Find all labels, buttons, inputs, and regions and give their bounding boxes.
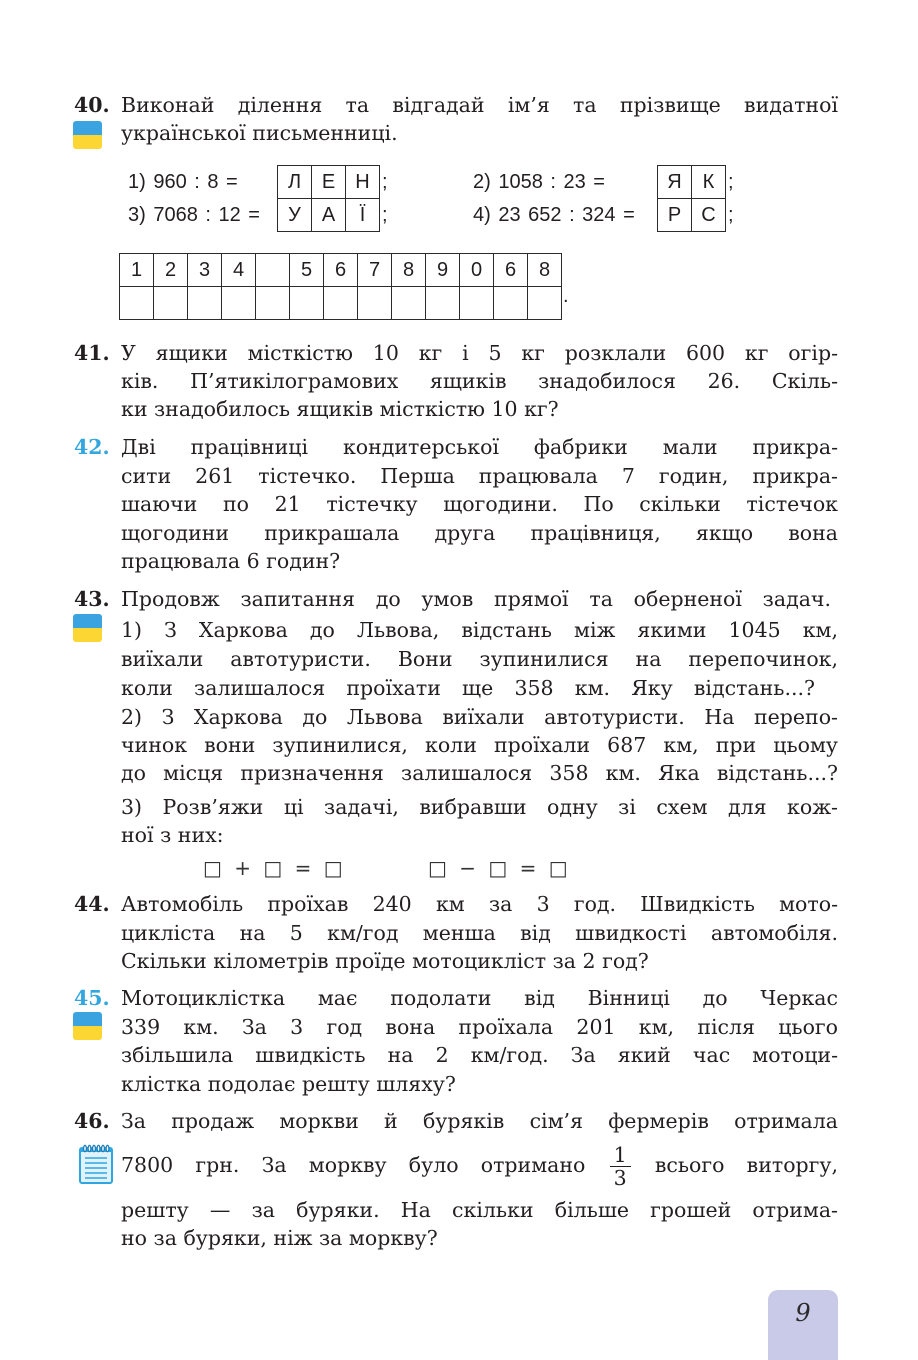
digit-cell: 8 — [392, 254, 426, 287]
exercise-2-letter-boxes — [657, 165, 726, 199]
answer-cell — [392, 287, 426, 320]
letter-box: А — [311, 198, 346, 232]
digit-cell: 6 — [494, 254, 528, 287]
ukrainian-flag-icon — [73, 121, 102, 149]
task-46-lines-3-4 — [121, 1196, 838, 1252]
answer-cell — [426, 287, 460, 320]
exercise-2-semicolon: ; — [728, 171, 734, 193]
text-line: 339 км. За 3 год вона проїхала 201 км, після цього — [121, 1014, 838, 1039]
ukrainian-flag-icon — [73, 614, 102, 642]
answer-cell — [120, 287, 154, 320]
text-line: ки знадобилось ящиків місткістю 10 кг? — [121, 397, 559, 421]
text-line: Скільки кілометрів проїде мотоцикліст за 2 год? — [121, 949, 649, 973]
text-line: клістка подолає решту шляху? — [121, 1072, 456, 1097]
answer-cell — [528, 287, 562, 320]
text-line: української письменниці. — [121, 121, 398, 145]
digit-cell: 0 — [460, 254, 494, 287]
addition-scheme: □ + □ = □ — [203, 856, 343, 880]
text-line: збільшила швидкість на 2 км/год. За який час мотоци- — [121, 1043, 838, 1068]
text-line: ної з них: — [121, 823, 224, 847]
text-line: решту — за буряки. На скільки більше грошей отрима- — [121, 1198, 838, 1222]
task-46-number: 46. — [74, 1109, 110, 1133]
letter-box: Е — [311, 165, 346, 199]
letter-box: Р — [657, 198, 692, 232]
text-line: ків. П’ятикілограмових ящиків знадобилося 26. Скіль- — [121, 369, 838, 393]
digit-cell — [256, 254, 290, 287]
text-line: За продаж моркви й буряків сім’я фермерів отримала — [121, 1109, 838, 1133]
letter-box: Я — [657, 165, 692, 199]
text-line: У ящики місткістю 10 кг і 5 кг розклали 600 кг огір- — [121, 341, 838, 365]
text-line: працювала 6 годин? — [121, 549, 341, 573]
text-line: до місця призначення залишалося 358 км. Яка відстань...? — [121, 761, 838, 785]
fraction-denominator: 3 — [613, 1166, 627, 1190]
letter-box: С — [691, 198, 726, 232]
task-44-number: 44. — [74, 892, 110, 916]
flag-yellow-stripe — [73, 135, 102, 149]
task-46-line-2-start: 7800 грн. За моркву було отримано — [121, 1153, 586, 1177]
task-42-number: 42. — [74, 435, 110, 459]
answer-row — [120, 287, 562, 320]
exercise-4-semicolon: ; — [728, 204, 734, 226]
flag-blue-stripe — [73, 1012, 102, 1026]
text-line: Мотоциклістка має подолати від Вінниці до Черкас — [121, 986, 838, 1010]
answer-table — [119, 253, 562, 320]
exercise-4-expression: 4) 23 652 : 324 = — [473, 204, 635, 226]
answer-cell — [188, 287, 222, 320]
digit-cell: 5 — [290, 254, 324, 287]
digit-row — [120, 254, 562, 287]
task-46-line-2-end: всього виторгу, — [654, 1153, 838, 1177]
fraction-one-third — [610, 1144, 631, 1189]
text-line: сити 261 тістечко. Перша працювала 7 годин, прикра- — [121, 463, 838, 488]
digit-cell: 6 — [324, 254, 358, 287]
digit-cell: 2 — [154, 254, 188, 287]
task-40-text — [121, 91, 838, 147]
text-line: 3) Розв’яжи ці задачі, вибравши одну зі схем для кож- — [121, 795, 838, 819]
exercise-3-semicolon: ; — [382, 204, 388, 226]
digit-cell: 1 — [120, 254, 154, 287]
text-line: Виконай ділення та відгадай ім’я та прізвище видатної — [121, 93, 838, 117]
text-line: но за буряки, ніж за моркву? — [121, 1226, 438, 1250]
flag-blue-stripe — [73, 121, 102, 135]
digit-cell: 8 — [528, 254, 562, 287]
notebook-icon — [78, 1143, 114, 1185]
letter-box: Н — [345, 165, 380, 199]
task-46-line-1 — [121, 1107, 838, 1135]
task-43-part-2 — [121, 703, 838, 787]
exercise-3-expression: 3) 7068 : 12 = — [128, 204, 260, 226]
exercise-1-expression: 1) 960 : 8 = — [128, 171, 238, 193]
letter-box: У — [277, 198, 312, 232]
task-45-text — [121, 984, 838, 1099]
task-43-intro — [121, 585, 831, 613]
digit-cell: 3 — [188, 254, 222, 287]
exercise-1-semicolon: ; — [382, 171, 388, 193]
text-line: чинок вони зупинилися, коли проїхали 687 км, при цьому — [121, 733, 838, 757]
page-number: 9 — [795, 1299, 811, 1327]
task-43-part-3 — [121, 793, 838, 849]
task-44-text — [121, 890, 838, 976]
digit-cell: 4 — [222, 254, 256, 287]
letter-box: К — [691, 165, 726, 199]
answer-cell — [494, 287, 528, 320]
exercise-3-letter-boxes — [277, 198, 380, 232]
ukrainian-flag-icon — [73, 1012, 102, 1040]
text-line: виїхали автотуристи. Вони зупинилися на перепочинок, — [121, 647, 838, 671]
task-45-number: 45. — [74, 986, 110, 1010]
exercise-1-letter-boxes — [277, 165, 380, 199]
task-41-number: 41. — [74, 341, 110, 365]
answer-cell — [358, 287, 392, 320]
answer-cell — [460, 287, 494, 320]
text-line: Продовж запитання до умов прямої та оберненої задач. — [121, 587, 831, 611]
task-46-line-2 — [121, 1137, 838, 1193]
task-40-number: 40. — [74, 93, 110, 117]
digit-cell: 9 — [426, 254, 460, 287]
answer-cell — [222, 287, 256, 320]
task-42-text — [121, 433, 838, 576]
flag-yellow-stripe — [73, 628, 102, 642]
task-41-text — [121, 339, 838, 423]
task-43-number: 43. — [74, 587, 110, 611]
exercise-4-letter-boxes — [657, 198, 726, 232]
text-line: 1) З Харкова до Львова, відстань між якими 1045 км, — [121, 618, 838, 642]
text-line: шаючи по 21 тістечку щогодини. По скільки тістечок — [121, 492, 838, 516]
text-line: 2) З Харкова до Львова виїхали автотуристи. На перепо- — [121, 705, 838, 729]
answer-cell — [256, 287, 290, 320]
text-line: Автомобіль проїхав 240 км за 3 год. Швидкість мото- — [121, 892, 838, 916]
letter-box: Л — [277, 165, 312, 199]
letter-box: Ї — [345, 198, 380, 232]
exercise-2-expression: 2) 1058 : 23 = — [473, 171, 605, 193]
text-line: щогодини прикрашала друга працівниця, якщо вона — [121, 520, 838, 545]
subtraction-scheme: □ − □ = □ — [428, 856, 568, 880]
task-43-part-1 — [121, 616, 838, 703]
flag-yellow-stripe — [73, 1026, 102, 1040]
answer-cell — [290, 287, 324, 320]
text-line: цикліста на 5 км/год менша від швидкості автомобіля. — [121, 920, 838, 945]
answer-cell — [324, 287, 358, 320]
answer-cell — [154, 287, 188, 320]
text-line: коли залишалося проїхати ще 358 км. Яку відстань...? — [121, 676, 815, 700]
answer-table-period: . — [563, 285, 569, 307]
page-number-tab — [768, 1290, 838, 1360]
flag-blue-stripe — [73, 614, 102, 628]
digit-cell: 7 — [358, 254, 392, 287]
fraction-numerator: 1 — [610, 1144, 631, 1167]
text-line: Дві працівниці кондитерської фабрики мали прикра- — [121, 435, 838, 459]
